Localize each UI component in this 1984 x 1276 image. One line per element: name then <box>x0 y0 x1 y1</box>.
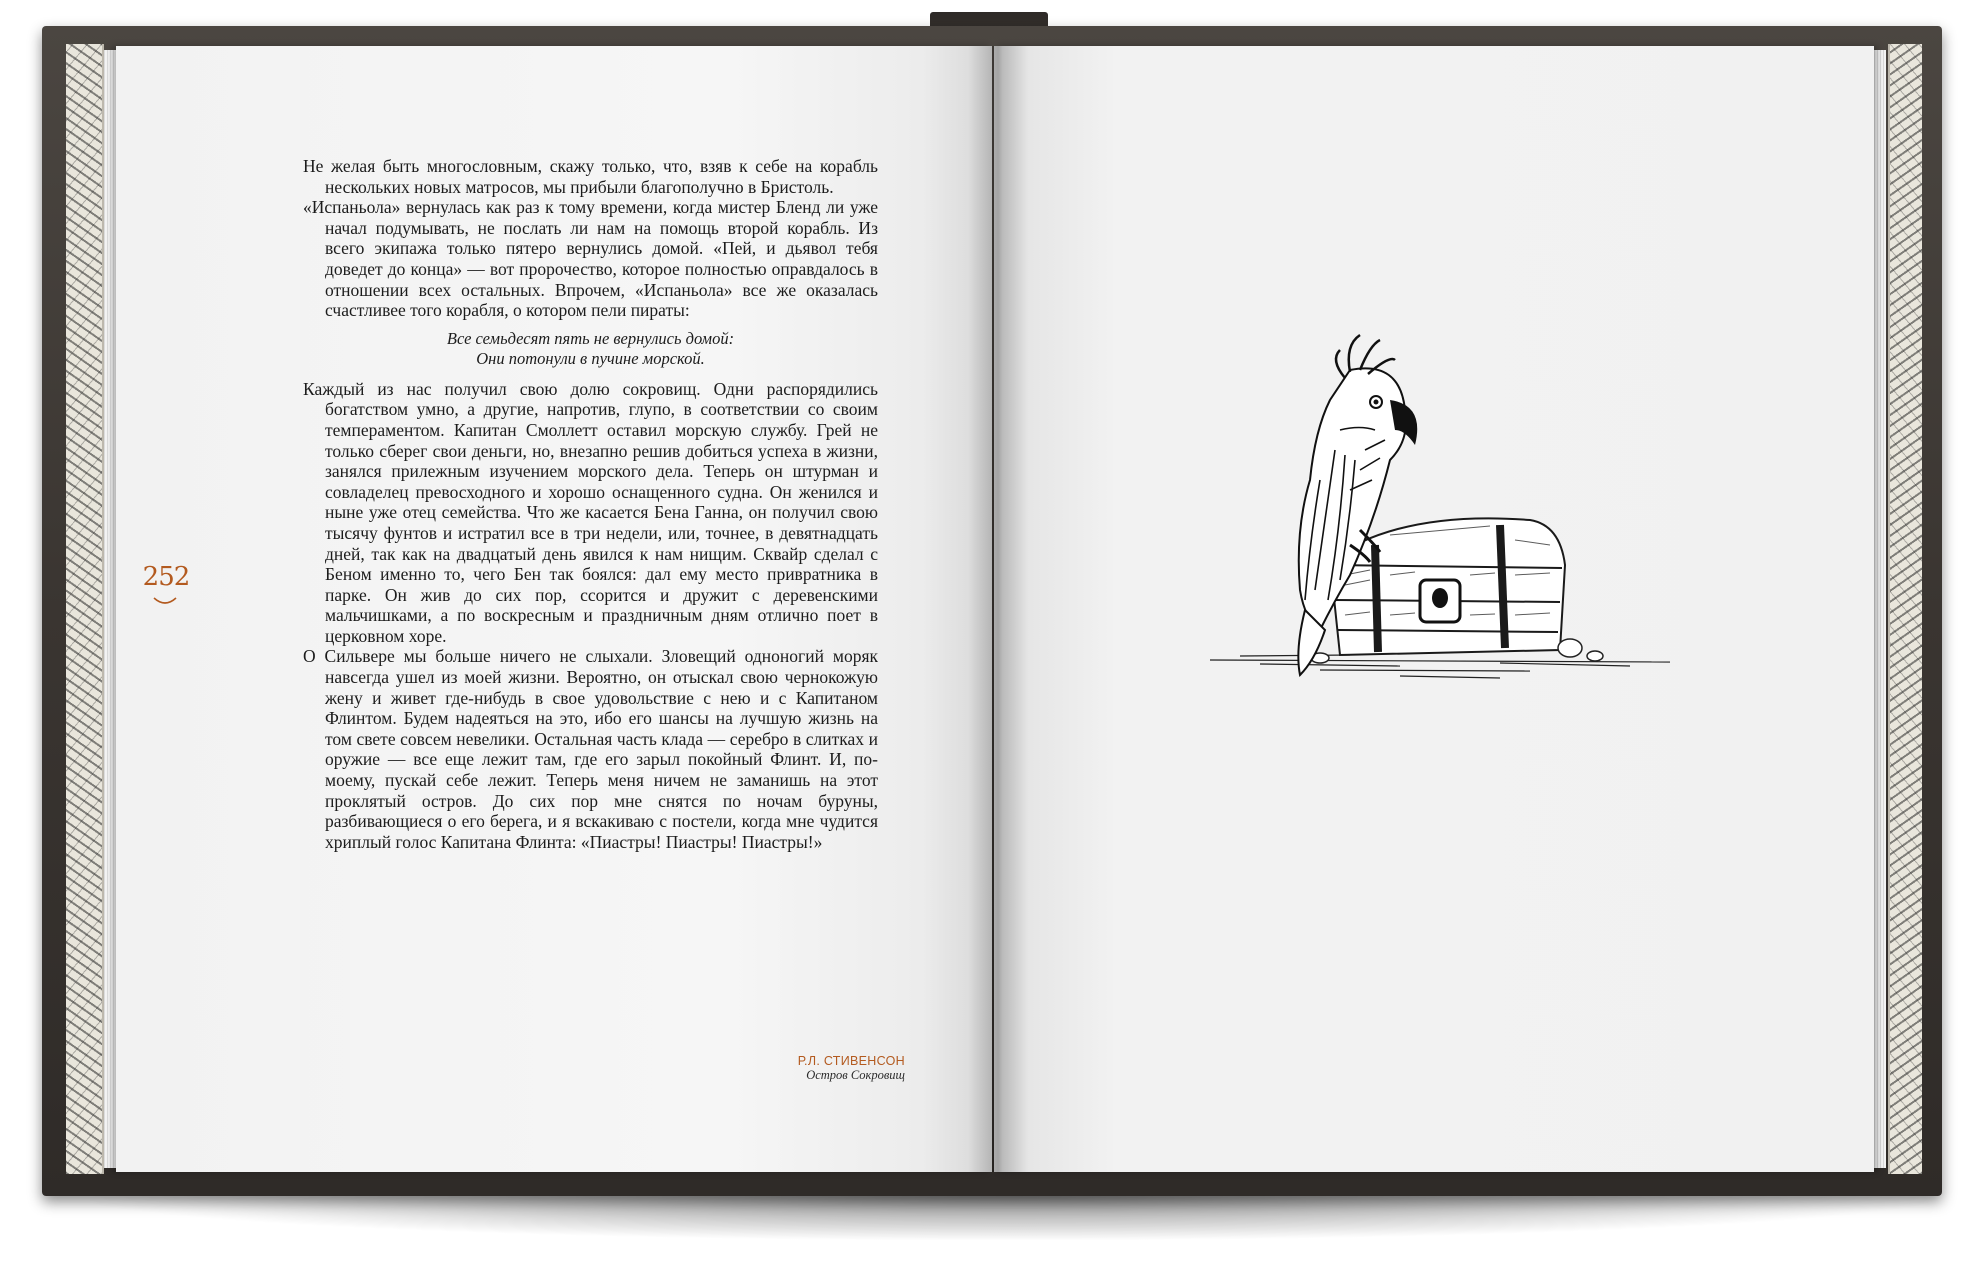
right-endpaper-edge <box>1888 44 1922 1174</box>
page-number-swash-icon <box>152 596 178 606</box>
chapter-text <box>303 156 878 852</box>
verse-line: Все семьдесят пять не вернулись домой: <box>446 328 735 348</box>
page-number: 252 <box>142 562 190 592</box>
running-footer <box>700 1054 905 1083</box>
footer-author: Р.Л. СТИВЕНСОН <box>797 1054 905 1068</box>
paragraph: Не желая быть многословным, скажу только, что, взяв к себе на корабль нескольких новых матросов, мы прибыли благополучно в Бристоль. <box>303 156 878 197</box>
parrot-on-treasure-chest-illustration-icon <box>1200 330 1680 710</box>
book-gutter <box>968 46 1028 1172</box>
footer-book-title: Остров Сокровищ <box>806 1068 905 1082</box>
verse-quote <box>303 329 878 369</box>
left-endpaper-edge <box>66 44 104 1174</box>
paragraph: Каждый из нас получил свою долю сокровищ. Одни распорядились богатством умно, а другие, напротив, глупо, в соответствии со своим темпераментом. Капитан Смоллетт оставил морскую службу. Грей не только сберег свои деньги, но, внезапно решив добиться успеха в жизни, занялся прилежным изучением морского дела. Теперь он штурман и совладелец превосходного и хорошо оснащенного судна. Он женился и ныне уже отец семейства. Что же касается Бена Ганна, он получил свою тысячу фунтов и истратил все в три недели, или, точнее, в девятнадцать дней, так как на двадцатый день явился к нам нищим. Сквайр сделал с Беном именно то, чего Бен так боялся: дал ему место привратника в парке. Он жив до сих пор, ссорится и дружит с деревенскими мальчишками, а по воскресным и праздничным дням отлично поет в церковном хоре. <box>303 378 878 646</box>
verse-line: Они потонули в пучине морской. <box>476 348 705 368</box>
right-page-stack <box>1872 50 1886 1168</box>
paragraph: «Испаньола» вернулась как раз к тому времени, когда мистер Бленд ли уже начал подумывать, не послать ли нам на помощь второй корабль. Из всего экипажа только пятеро вернулись домой. «Пей, и дьявол тебя доведет до конца» — вот пророчество, которое полностью оправдалось в отношении всех остальных. Впрочем, «Испаньола» все же оказалась счастливее того корабля, о котором пели пираты: <box>303 197 878 321</box>
paragraph: О Сильвере мы больше ничего не слыхали. Зловещий одноногий моряк навсегда ушел из моей жизни. Вероятно, он отыскал свою чернокожую жену и живет где-нибудь в свое удовольствие с нею и с Капитаном Флинтом. Будем надеяться на это, ибо его шансы на лучшую жизнь на том свете совсем невелики. Остальная часть клада — серебро в слитках и оружие — все еще лежит там, где его зарыл покойный Флинт. И, по-моему, пускай себе лежит. Теперь меня ничем не заманишь на этот проклятый остров. До сих пор мне снятся по ночам буруны, разбивающиеся о его берега, и я вскакиваю с постели, когда мне чудится хриплый голос Капитана Флинта: «Пиастры! Пиастры! Пиастры!» <box>303 646 878 852</box>
